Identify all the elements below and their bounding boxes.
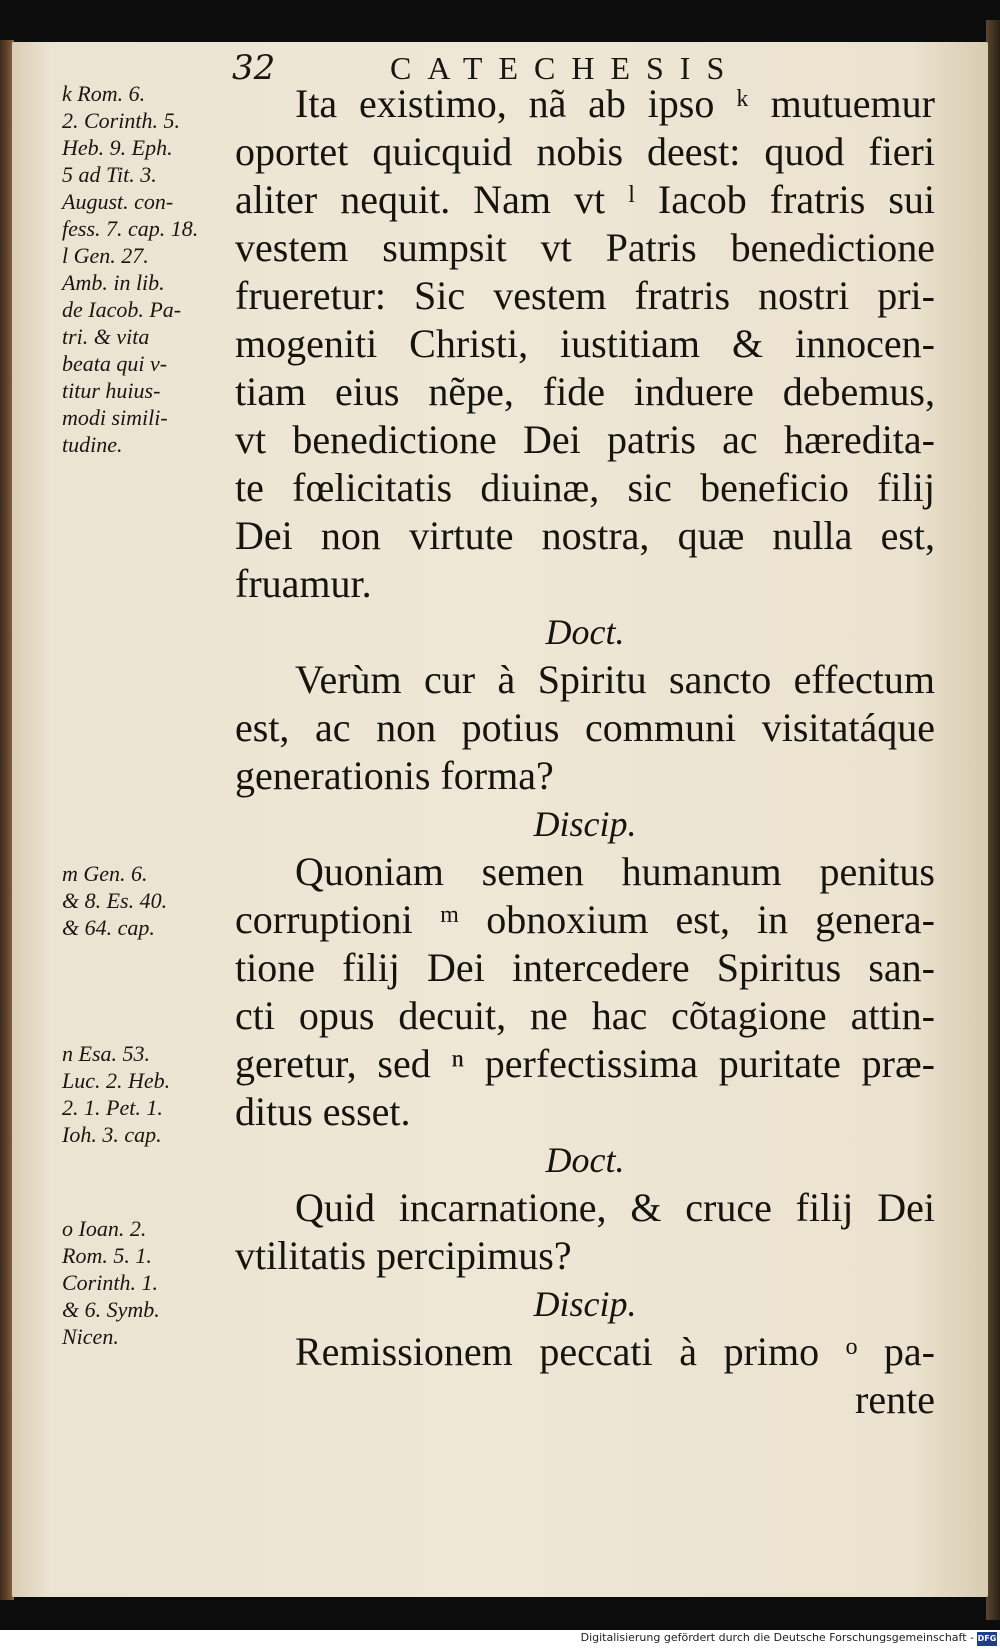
- text-line: vestem sumpsit vt Patris benedictione: [235, 225, 935, 270]
- margin-note-line: Amb. in lib.: [62, 270, 165, 295]
- margin-note-line: tudine.: [62, 432, 123, 457]
- text-line: mogeniti Christi, iustitiam & innocen-: [235, 321, 935, 366]
- margin-note-line: Corinth. 1.: [62, 1270, 158, 1295]
- digitization-credit: Digitalisierung gefördert durch die Deutsche Forschungsgemeinschaft -: [580, 1631, 974, 1644]
- book-binding-right-edge: [986, 20, 1000, 1620]
- margin-note-line: Heb. 9. Eph.: [62, 135, 173, 160]
- margin-note-line: Ioh. 3. cap.: [62, 1122, 162, 1147]
- margin-note-line: titur huius-: [62, 378, 161, 403]
- margin-note-line: Nicen.: [62, 1324, 119, 1349]
- margin-note-line: n Esa. 53.: [62, 1041, 150, 1066]
- margin-note-line: 5 ad Tit. 3.: [62, 162, 157, 187]
- text-line: vt benedictione Dei patris ac hæredita-: [235, 417, 935, 462]
- text-line: oportet quicquid nobis deest: quod fieri: [235, 129, 935, 174]
- margin-note-line: 2. 1. Pet. 1.: [62, 1095, 163, 1120]
- dfg-logo: DFG: [977, 1632, 997, 1646]
- margin-note-line: l Gen. 27.: [62, 243, 149, 268]
- text-line: tione filij Dei intercedere Spiritus san-: [235, 945, 935, 990]
- text-line: Dei non virtute nostra, quæ nulla est,: [235, 513, 935, 558]
- text-line: aliter nequit. Nam vt ˡ Iacob fratris sui: [235, 177, 935, 222]
- speaker-heading: Doct.: [545, 1140, 625, 1180]
- margin-note: [62, 80, 237, 458]
- speaker-heading: Doct.: [545, 612, 625, 652]
- margin-note-line: Luc. 2. Heb.: [62, 1068, 171, 1093]
- text-line: te fœlicitatis diuinæ, sic beneficio filij: [235, 465, 935, 510]
- margin-note-line: & 64. cap.: [62, 915, 155, 940]
- margin-note-line: tri. & vita: [62, 324, 150, 349]
- text-line: geretur, sed ⁿ perfectissima puritate præ-: [235, 1041, 935, 1086]
- margin-note-line: beata qui v-: [62, 351, 168, 376]
- text-line: ditus esset.: [235, 1089, 411, 1134]
- speaker-heading: Discip.: [533, 804, 637, 844]
- text-line: Verùm cur à Spiritu sancto effectum: [295, 657, 935, 702]
- margin-note-line: de Iacob. Pa-: [62, 297, 182, 322]
- text-line: Remissionem peccati à primo ᵒ pa-: [295, 1329, 935, 1374]
- margin-note: [62, 1215, 237, 1350]
- margin-note: [62, 1040, 237, 1148]
- margin-note-line: k Rom. 6.: [62, 81, 146, 106]
- text-line: est, ac non potius communi visitatáque: [235, 705, 935, 750]
- page-number: 32: [232, 48, 276, 88]
- margin-note-line: o Ioan. 2.: [62, 1216, 147, 1241]
- text-line: Quoniam semen humanum penitus: [295, 849, 935, 894]
- margin-note-line: & 6. Symb.: [62, 1297, 160, 1322]
- margin-note-line: fess. 7. cap. 18.: [62, 216, 199, 241]
- text-line: Quid incarnatione, & cruce filij Dei: [295, 1185, 935, 1230]
- text-line: frueretur: Sic vestem fratris nostri pri-: [235, 273, 935, 318]
- margin-note-line: modi simili-: [62, 405, 168, 430]
- main-text-block: [235, 80, 935, 1480]
- text-line: fruamur.: [235, 561, 372, 606]
- page-title: CATECHESIS: [390, 50, 741, 86]
- text-line: rente: [855, 1377, 935, 1422]
- text-line: generationis forma?: [235, 753, 554, 798]
- marginal-notes: [62, 80, 237, 1460]
- margin-note-line: m Gen. 6.: [62, 861, 148, 886]
- text-line: vtilitatis percipimus?: [235, 1233, 572, 1278]
- margin-note-line: August. con-: [62, 189, 174, 214]
- text-line: cti opus decuit, ne hac cõtagione attin-: [235, 993, 935, 1038]
- text-line: tiam eius nẽpe, fide induere debemus,: [235, 369, 935, 414]
- text-line: Ita existimo, nã ab ipso ᵏ mutuemur: [295, 81, 935, 126]
- text-line: corruptioni ᵐ obnoxium est, in genera-: [235, 897, 935, 942]
- margin-note-line: 2. Corinth. 5.: [62, 108, 180, 133]
- margin-note-line: Rom. 5. 1.: [62, 1243, 152, 1268]
- margin-note-line: & 8. Es. 40.: [62, 888, 168, 913]
- margin-note: [62, 860, 237, 941]
- speaker-heading: Discip.: [533, 1284, 637, 1324]
